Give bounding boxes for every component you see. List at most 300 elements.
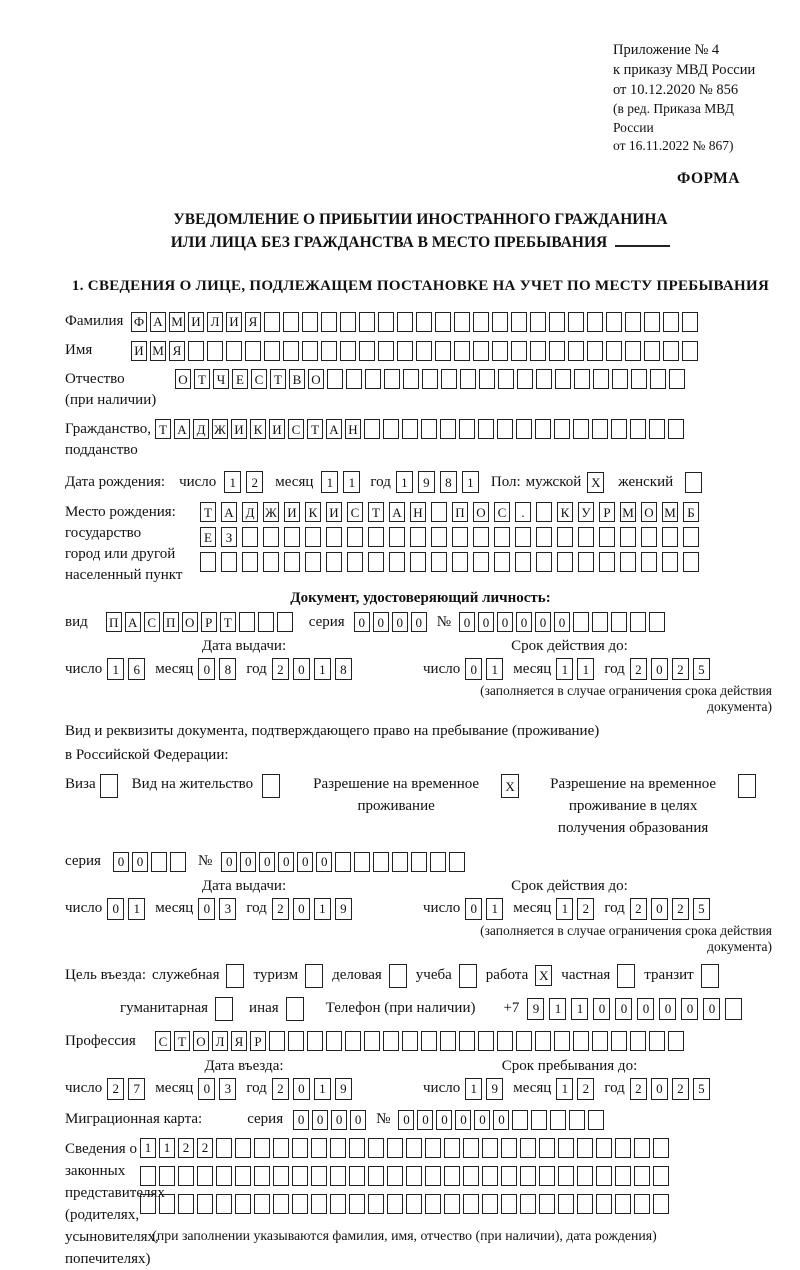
- form-cell[interactable]: 1: [549, 998, 566, 1020]
- form-cell[interactable]: 2: [246, 471, 263, 493]
- form-cell[interactable]: [459, 1031, 475, 1051]
- form-cell[interactable]: [277, 612, 293, 632]
- form-cell[interactable]: [516, 1031, 532, 1051]
- form-cell[interactable]: А: [389, 502, 405, 522]
- form-cell[interactable]: Р: [201, 612, 217, 632]
- form-cell[interactable]: [283, 341, 299, 361]
- form-cell[interactable]: [200, 552, 216, 572]
- form-cell[interactable]: [216, 1138, 232, 1158]
- form-cell[interactable]: [389, 527, 405, 547]
- form-cell[interactable]: [340, 312, 356, 332]
- form-cell[interactable]: 2: [272, 1078, 289, 1100]
- form-cell[interactable]: [550, 1110, 566, 1130]
- form-cell[interactable]: 0: [465, 898, 482, 920]
- form-cell[interactable]: [421, 1031, 437, 1051]
- form-cell[interactable]: О: [182, 612, 198, 632]
- form-cell[interactable]: [653, 1166, 669, 1186]
- form-cell[interactable]: [682, 341, 698, 361]
- form-cell[interactable]: С: [251, 369, 267, 389]
- form-cell[interactable]: А: [174, 419, 190, 439]
- form-cell[interactable]: [459, 419, 475, 439]
- form-cell[interactable]: [578, 552, 594, 572]
- form-cell[interactable]: [346, 369, 362, 389]
- form-cell[interactable]: [592, 419, 608, 439]
- form-cell[interactable]: X: [501, 774, 519, 798]
- form-cell[interactable]: [242, 527, 258, 547]
- form-cell[interactable]: [517, 369, 533, 389]
- form-cell[interactable]: .: [515, 502, 531, 522]
- form-cell[interactable]: [302, 341, 318, 361]
- form-cell[interactable]: С: [494, 502, 510, 522]
- form-cell[interactable]: [536, 527, 552, 547]
- form-cell[interactable]: [254, 1194, 270, 1214]
- form-cell[interactable]: [384, 369, 400, 389]
- form-cell[interactable]: [617, 964, 635, 988]
- form-cell[interactable]: Н: [410, 502, 426, 522]
- form-cell[interactable]: [326, 552, 342, 572]
- form-cell[interactable]: [264, 341, 280, 361]
- form-cell[interactable]: [482, 1166, 498, 1186]
- form-cell[interactable]: [349, 1166, 365, 1186]
- form-cell[interactable]: [738, 774, 756, 798]
- form-cell[interactable]: Ж: [212, 419, 228, 439]
- form-cell[interactable]: Л: [212, 1031, 228, 1051]
- form-cell[interactable]: 0: [113, 852, 129, 872]
- form-cell[interactable]: [359, 312, 375, 332]
- form-cell[interactable]: [558, 1138, 574, 1158]
- form-cell[interactable]: [444, 1138, 460, 1158]
- form-cell[interactable]: [536, 369, 552, 389]
- form-cell[interactable]: [555, 369, 571, 389]
- form-cell[interactable]: [494, 552, 510, 572]
- form-cell[interactable]: [207, 341, 223, 361]
- form-cell[interactable]: [349, 1194, 365, 1214]
- form-cell[interactable]: Ж: [263, 502, 279, 522]
- form-cell[interactable]: [644, 341, 660, 361]
- form-cell[interactable]: 5: [693, 898, 710, 920]
- form-cell[interactable]: К: [305, 502, 321, 522]
- form-cell[interactable]: 9: [527, 998, 544, 1020]
- form-cell[interactable]: С: [155, 1031, 171, 1051]
- form-cell[interactable]: 2: [630, 658, 647, 680]
- form-cell[interactable]: [263, 552, 279, 572]
- form-cell[interactable]: [347, 527, 363, 547]
- form-cell[interactable]: [515, 552, 531, 572]
- form-cell[interactable]: И: [284, 502, 300, 522]
- form-cell[interactable]: [140, 1194, 156, 1214]
- form-cell[interactable]: [216, 1194, 232, 1214]
- form-cell[interactable]: [568, 341, 584, 361]
- form-cell[interactable]: 0: [516, 612, 532, 632]
- form-cell[interactable]: [245, 341, 261, 361]
- form-cell[interactable]: 0: [465, 658, 482, 680]
- form-cell[interactable]: 2: [672, 898, 689, 920]
- form-cell[interactable]: [554, 419, 570, 439]
- form-cell[interactable]: 5: [693, 658, 710, 680]
- form-cell[interactable]: [326, 527, 342, 547]
- form-cell[interactable]: 1: [577, 658, 594, 680]
- form-cell[interactable]: [311, 1166, 327, 1186]
- form-cell[interactable]: М: [169, 312, 185, 332]
- form-cell[interactable]: Р: [250, 1031, 266, 1051]
- form-cell[interactable]: [302, 312, 318, 332]
- form-cell[interactable]: 0: [354, 612, 370, 632]
- form-cell[interactable]: 9: [335, 898, 352, 920]
- form-cell[interactable]: [411, 852, 427, 872]
- form-cell[interactable]: [620, 552, 636, 572]
- form-cell[interactable]: 3: [219, 1078, 236, 1100]
- form-cell[interactable]: [262, 774, 280, 798]
- form-cell[interactable]: [100, 774, 118, 798]
- form-cell[interactable]: [473, 312, 489, 332]
- form-cell[interactable]: 2: [630, 898, 647, 920]
- form-cell[interactable]: [235, 1194, 251, 1214]
- form-cell[interactable]: Т: [270, 369, 286, 389]
- form-cell[interactable]: [473, 527, 489, 547]
- form-cell[interactable]: [668, 419, 684, 439]
- form-cell[interactable]: [368, 552, 384, 572]
- form-cell[interactable]: [454, 312, 470, 332]
- form-cell[interactable]: [557, 527, 573, 547]
- form-cell[interactable]: [365, 369, 381, 389]
- form-cell[interactable]: М: [620, 502, 636, 522]
- form-cell[interactable]: [368, 1138, 384, 1158]
- form-cell[interactable]: [416, 312, 432, 332]
- form-cell[interactable]: [669, 369, 685, 389]
- form-cell[interactable]: 1: [314, 658, 331, 680]
- form-cell[interactable]: [478, 419, 494, 439]
- form-cell[interactable]: [615, 1194, 631, 1214]
- form-cell[interactable]: [364, 1031, 380, 1051]
- form-cell[interactable]: [459, 964, 477, 988]
- form-cell[interactable]: [292, 1166, 308, 1186]
- form-cell[interactable]: [292, 1138, 308, 1158]
- form-cell[interactable]: [641, 527, 657, 547]
- form-cell[interactable]: 1: [486, 658, 503, 680]
- form-cell[interactable]: [634, 1138, 650, 1158]
- form-cell[interactable]: [530, 341, 546, 361]
- form-cell[interactable]: [258, 612, 274, 632]
- form-cell[interactable]: Т: [307, 419, 323, 439]
- form-cell[interactable]: 0: [198, 898, 215, 920]
- form-cell[interactable]: [482, 1138, 498, 1158]
- form-cell[interactable]: [254, 1138, 270, 1158]
- form-cell[interactable]: [441, 369, 457, 389]
- form-cell[interactable]: [612, 369, 628, 389]
- form-cell[interactable]: 0: [107, 898, 124, 920]
- form-cell[interactable]: [501, 1166, 517, 1186]
- form-cell[interactable]: [725, 998, 742, 1020]
- form-cell[interactable]: [511, 312, 527, 332]
- form-cell[interactable]: [625, 312, 641, 332]
- form-cell[interactable]: [239, 612, 255, 632]
- form-cell[interactable]: [378, 312, 394, 332]
- form-cell[interactable]: [430, 852, 446, 872]
- form-cell[interactable]: [497, 419, 513, 439]
- form-cell[interactable]: [662, 552, 678, 572]
- form-cell[interactable]: [140, 1166, 156, 1186]
- form-cell[interactable]: С: [288, 419, 304, 439]
- form-cell[interactable]: [435, 341, 451, 361]
- form-cell[interactable]: С: [347, 502, 363, 522]
- form-cell[interactable]: [387, 1194, 403, 1214]
- form-cell[interactable]: 1: [571, 998, 588, 1020]
- form-cell[interactable]: [269, 1031, 285, 1051]
- form-cell[interactable]: 1: [556, 898, 573, 920]
- form-cell[interactable]: [397, 312, 413, 332]
- form-cell[interactable]: С: [144, 612, 160, 632]
- form-cell[interactable]: [435, 312, 451, 332]
- form-cell[interactable]: [587, 341, 603, 361]
- form-cell[interactable]: [463, 1138, 479, 1158]
- form-cell[interactable]: [463, 1194, 479, 1214]
- form-cell[interactable]: [663, 341, 679, 361]
- form-cell[interactable]: П: [106, 612, 122, 632]
- form-cell[interactable]: 1: [314, 898, 331, 920]
- form-cell[interactable]: [283, 312, 299, 332]
- form-cell[interactable]: 9: [335, 1078, 352, 1100]
- form-cell[interactable]: А: [150, 312, 166, 332]
- form-cell[interactable]: [406, 1138, 422, 1158]
- form-cell[interactable]: П: [163, 612, 179, 632]
- form-cell[interactable]: П: [452, 502, 468, 522]
- form-cell[interactable]: [330, 1194, 346, 1214]
- form-cell[interactable]: М: [150, 341, 166, 361]
- form-cell[interactable]: [307, 1031, 323, 1051]
- form-cell[interactable]: [611, 612, 627, 632]
- form-cell[interactable]: [539, 1194, 555, 1214]
- form-cell[interactable]: [254, 1166, 270, 1186]
- form-cell[interactable]: [311, 1194, 327, 1214]
- form-cell[interactable]: [630, 612, 646, 632]
- form-cell[interactable]: [311, 1138, 327, 1158]
- form-cell[interactable]: [288, 1031, 304, 1051]
- form-cell[interactable]: 2: [577, 1078, 594, 1100]
- form-cell[interactable]: М: [662, 502, 678, 522]
- form-cell[interactable]: 1: [556, 1078, 573, 1100]
- form-cell[interactable]: [178, 1166, 194, 1186]
- form-cell[interactable]: Л: [207, 312, 223, 332]
- form-cell[interactable]: [378, 341, 394, 361]
- form-cell[interactable]: Ф: [131, 312, 147, 332]
- form-cell[interactable]: 0: [651, 898, 668, 920]
- form-cell[interactable]: [273, 1166, 289, 1186]
- form-cell[interactable]: [663, 312, 679, 332]
- form-cell[interactable]: [321, 341, 337, 361]
- form-cell[interactable]: 2: [107, 1078, 124, 1100]
- form-cell[interactable]: [644, 312, 660, 332]
- form-cell[interactable]: [340, 341, 356, 361]
- form-cell[interactable]: [577, 1194, 593, 1214]
- form-cell[interactable]: [512, 1110, 528, 1130]
- form-cell[interactable]: 0: [331, 1110, 347, 1130]
- form-cell[interactable]: [592, 612, 608, 632]
- form-cell[interactable]: [431, 552, 447, 572]
- form-cell[interactable]: [440, 1031, 456, 1051]
- form-cell[interactable]: 0: [293, 1110, 309, 1130]
- form-cell[interactable]: А: [221, 502, 237, 522]
- form-cell[interactable]: [615, 1138, 631, 1158]
- form-cell[interactable]: 0: [132, 852, 148, 872]
- form-cell[interactable]: 0: [703, 998, 720, 1020]
- form-cell[interactable]: [235, 1138, 251, 1158]
- form-cell[interactable]: Б: [683, 502, 699, 522]
- form-cell[interactable]: [387, 1166, 403, 1186]
- form-cell[interactable]: Н: [345, 419, 361, 439]
- form-cell[interactable]: [387, 1138, 403, 1158]
- form-cell[interactable]: 1: [486, 898, 503, 920]
- form-cell[interactable]: [410, 527, 426, 547]
- form-cell[interactable]: [611, 419, 627, 439]
- form-cell[interactable]: Ч: [213, 369, 229, 389]
- form-cell[interactable]: К: [250, 419, 266, 439]
- form-cell[interactable]: [416, 341, 432, 361]
- form-cell[interactable]: 0: [398, 1110, 414, 1130]
- form-cell[interactable]: З: [221, 527, 237, 547]
- form-cell[interactable]: [650, 369, 666, 389]
- form-cell[interactable]: Я: [169, 341, 185, 361]
- form-cell[interactable]: [226, 341, 242, 361]
- form-cell[interactable]: [292, 1194, 308, 1214]
- form-cell[interactable]: [539, 1138, 555, 1158]
- form-cell[interactable]: О: [193, 1031, 209, 1051]
- form-cell[interactable]: 0: [278, 852, 294, 872]
- form-cell[interactable]: [273, 1138, 289, 1158]
- sex-male-box[interactable]: X: [587, 472, 604, 493]
- form-cell[interactable]: 0: [350, 1110, 366, 1130]
- form-cell[interactable]: [226, 964, 244, 988]
- form-cell[interactable]: [197, 1166, 213, 1186]
- form-cell[interactable]: [373, 852, 389, 872]
- form-cell[interactable]: [406, 1166, 422, 1186]
- form-cell[interactable]: 8: [219, 658, 236, 680]
- form-cell[interactable]: [587, 312, 603, 332]
- form-cell[interactable]: [482, 1194, 498, 1214]
- form-cell[interactable]: 0: [411, 612, 427, 632]
- form-cell[interactable]: [641, 552, 657, 572]
- form-cell[interactable]: Я: [245, 312, 261, 332]
- form-cell[interactable]: [577, 1166, 593, 1186]
- form-cell[interactable]: [452, 552, 468, 572]
- form-cell[interactable]: [578, 527, 594, 547]
- form-cell[interactable]: 0: [535, 612, 551, 632]
- form-cell[interactable]: [492, 312, 508, 332]
- form-cell[interactable]: 0: [240, 852, 256, 872]
- form-cell[interactable]: Т: [174, 1031, 190, 1051]
- form-cell[interactable]: В: [289, 369, 305, 389]
- form-cell[interactable]: [620, 527, 636, 547]
- form-cell[interactable]: [557, 552, 573, 572]
- form-cell[interactable]: И: [326, 502, 342, 522]
- form-cell[interactable]: О: [175, 369, 191, 389]
- form-cell[interactable]: 0: [392, 612, 408, 632]
- form-cell[interactable]: [159, 1194, 175, 1214]
- form-cell[interactable]: 1: [224, 471, 241, 493]
- form-cell[interactable]: [431, 502, 447, 522]
- form-cell[interactable]: [425, 1166, 441, 1186]
- form-cell[interactable]: 0: [651, 1078, 668, 1100]
- form-cell[interactable]: [668, 1031, 684, 1051]
- form-cell[interactable]: [592, 1031, 608, 1051]
- form-cell[interactable]: [444, 1194, 460, 1214]
- form-cell[interactable]: 0: [493, 1110, 509, 1130]
- form-cell[interactable]: [473, 341, 489, 361]
- form-cell[interactable]: И: [188, 312, 204, 332]
- form-cell[interactable]: [535, 1031, 551, 1051]
- form-cell[interactable]: [494, 527, 510, 547]
- form-cell[interactable]: [535, 419, 551, 439]
- form-cell[interactable]: [349, 1138, 365, 1158]
- form-cell[interactable]: [701, 964, 719, 988]
- form-cell[interactable]: [170, 852, 186, 872]
- form-cell[interactable]: [364, 419, 380, 439]
- form-cell[interactable]: 2: [672, 658, 689, 680]
- form-cell[interactable]: [497, 1031, 513, 1051]
- form-cell[interactable]: [520, 1194, 536, 1214]
- form-cell[interactable]: 5: [693, 1078, 710, 1100]
- form-cell[interactable]: Т: [220, 612, 236, 632]
- form-cell[interactable]: 0: [478, 612, 494, 632]
- form-cell[interactable]: 9: [486, 1078, 503, 1100]
- form-cell[interactable]: [520, 1166, 536, 1186]
- form-cell[interactable]: [354, 852, 370, 872]
- form-cell[interactable]: 0: [615, 998, 632, 1020]
- form-cell[interactable]: 2: [272, 658, 289, 680]
- form-cell[interactable]: [188, 341, 204, 361]
- form-cell[interactable]: [159, 1166, 175, 1186]
- form-cell[interactable]: [577, 1138, 593, 1158]
- form-cell[interactable]: [634, 1166, 650, 1186]
- form-cell[interactable]: [383, 1031, 399, 1051]
- form-cell[interactable]: [452, 527, 468, 547]
- form-cell[interactable]: [516, 419, 532, 439]
- form-cell[interactable]: 0: [651, 658, 668, 680]
- form-cell[interactable]: 0: [554, 612, 570, 632]
- form-cell[interactable]: 0: [659, 998, 676, 1020]
- form-cell[interactable]: Т: [155, 419, 171, 439]
- form-cell[interactable]: [406, 1194, 422, 1214]
- form-cell[interactable]: [478, 1031, 494, 1051]
- form-cell[interactable]: 0: [198, 1078, 215, 1100]
- form-cell[interactable]: 1: [343, 471, 360, 493]
- form-cell[interactable]: [368, 1166, 384, 1186]
- form-cell[interactable]: 0: [417, 1110, 433, 1130]
- form-cell[interactable]: [593, 369, 609, 389]
- form-cell[interactable]: Т: [368, 502, 384, 522]
- form-cell[interactable]: [215, 997, 233, 1021]
- form-cell[interactable]: [410, 552, 426, 572]
- form-cell[interactable]: [653, 1138, 669, 1158]
- form-cell[interactable]: 2: [178, 1138, 194, 1158]
- form-cell[interactable]: [596, 1194, 612, 1214]
- form-cell[interactable]: 0: [316, 852, 332, 872]
- form-cell[interactable]: 0: [293, 658, 310, 680]
- form-cell[interactable]: 0: [436, 1110, 452, 1130]
- form-cell[interactable]: [479, 369, 495, 389]
- form-cell[interactable]: [347, 552, 363, 572]
- form-cell[interactable]: 0: [474, 1110, 490, 1130]
- form-cell[interactable]: 2: [577, 898, 594, 920]
- form-cell[interactable]: А: [125, 612, 141, 632]
- form-cell[interactable]: [599, 552, 615, 572]
- form-cell[interactable]: [264, 312, 280, 332]
- form-cell[interactable]: 2: [197, 1138, 213, 1158]
- form-cell[interactable]: О: [473, 502, 489, 522]
- form-cell[interactable]: У: [578, 502, 594, 522]
- form-cell[interactable]: [574, 369, 590, 389]
- form-cell[interactable]: [221, 552, 237, 572]
- form-cell[interactable]: [216, 1166, 232, 1186]
